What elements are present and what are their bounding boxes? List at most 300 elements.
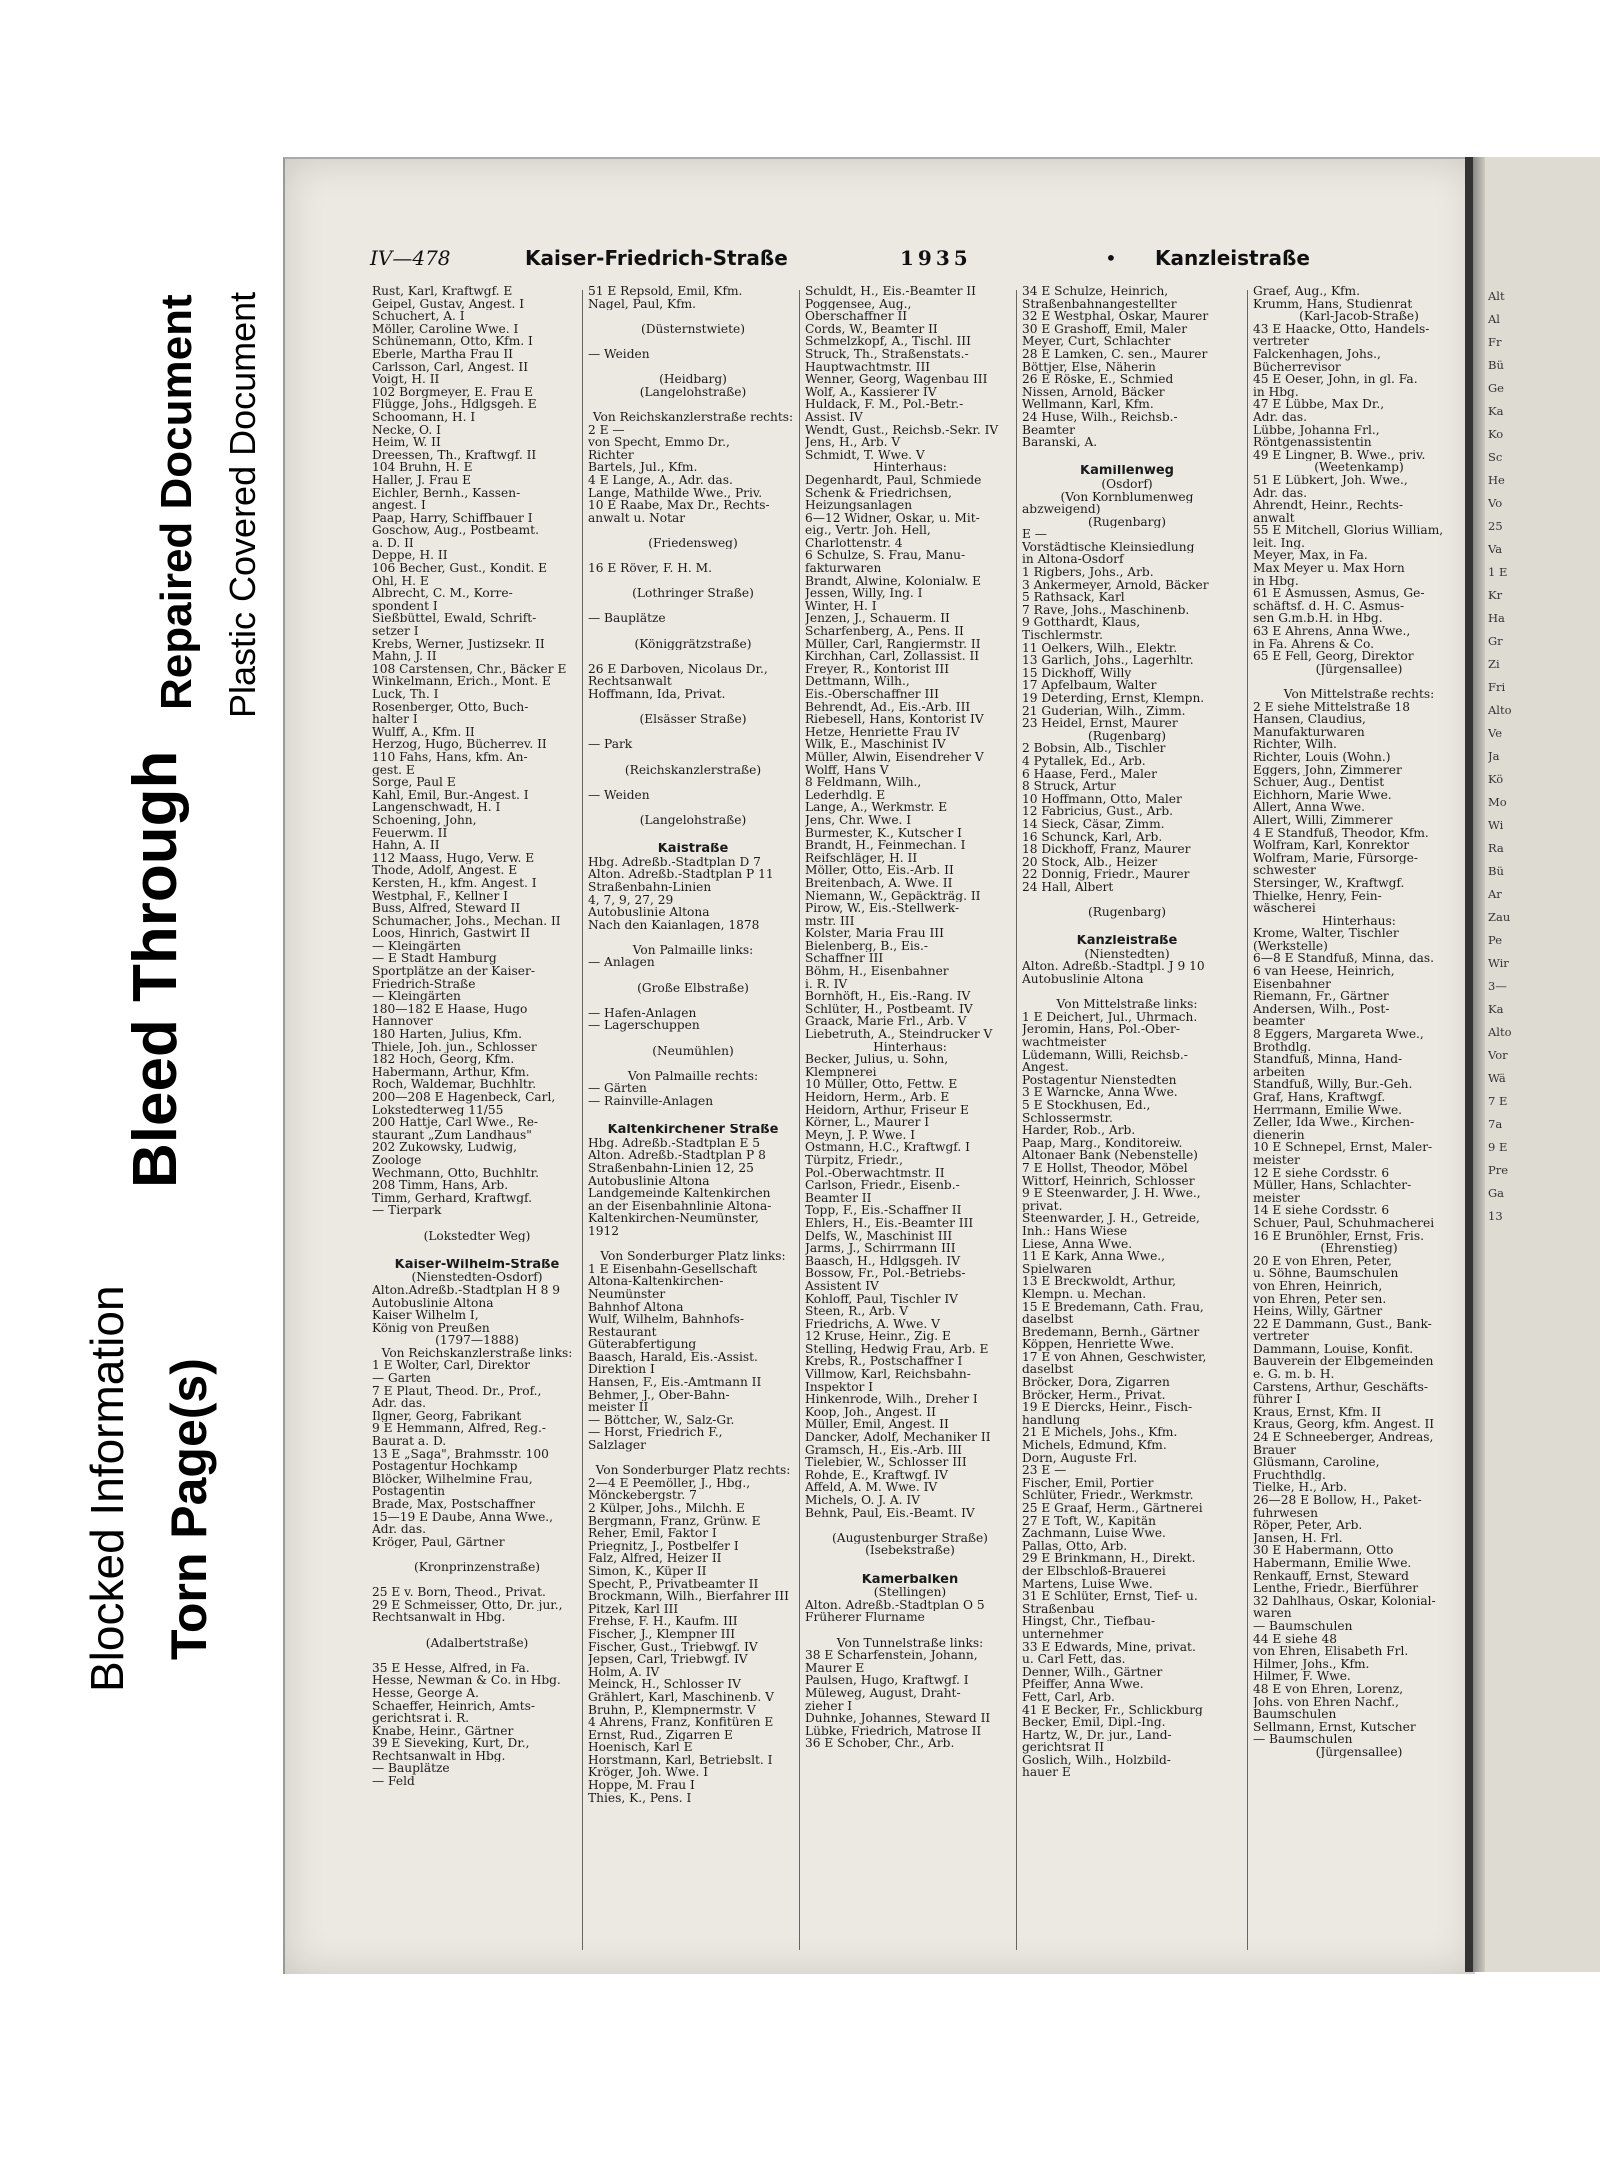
directory-entry: Dettmann, Wilh., — [805, 675, 910, 688]
directory-entry: Fett, Carl, Arb. — [1022, 1690, 1115, 1704]
directory-entry: — Gärten — [588, 1082, 647, 1095]
directory-entry: dienerin — [1253, 1128, 1305, 1142]
directory-entry: Carstens, Arthur, Geschäfts- — [1253, 1380, 1429, 1394]
directory-entry: Straßenbau — [1022, 1602, 1095, 1616]
column-rule — [1247, 290, 1248, 1950]
directory-entry: Schuchert, A. I — [372, 310, 465, 323]
directory-entry: Harder, Rob., Arb. — [1022, 1124, 1136, 1137]
directory-entry: Pfeiffer, Anna Wwe. — [1022, 1678, 1144, 1691]
directory-entry: Herrmann, Emilie Wwe. — [1253, 1103, 1403, 1117]
directory-entry: 6 Haase, Ferd., Maler — [1022, 767, 1157, 781]
header-dot: • — [1105, 246, 1117, 270]
directory-entry: Rohde, E., Kraftwgf. IV — [805, 1468, 948, 1482]
directory-entry: Allert, Anna Wwe. — [1253, 801, 1365, 814]
directory-entry: 3 E Warncke, Anna Wwe. — [1022, 1086, 1178, 1099]
directory-entry: Direktion I — [588, 1363, 655, 1377]
directory-entry: Ko — [1488, 427, 1504, 441]
street-heading: Kaltenkirchener Straße — [607, 1124, 779, 1137]
directory-entry: Goschow, Aug., Postbeamt. — [372, 524, 539, 537]
directory-entry: Bossow, Fr., Pol.-Betriebs- — [805, 1267, 966, 1280]
directory-entry: Huldack, F. M., Pol.-Betr.- — [805, 398, 964, 411]
directory-entry: halter I — [372, 713, 418, 726]
directory-entry: Dammann, Louise, Konfit. — [1253, 1342, 1414, 1356]
directory-entry: 17 E von Ahnen, Geschwister, — [1022, 1350, 1207, 1364]
directory-entry: Jeromin, Hans, Pol.-Ober- — [1022, 1023, 1180, 1037]
directory-entry: Klempnerei — [805, 1065, 877, 1079]
page-header — [370, 246, 1450, 278]
directory-entry: 26 E Röske, E., Schmied — [1022, 373, 1174, 386]
directory-entry — [588, 931, 798, 944]
directory-entry: Hoppe, M. Frau I — [588, 1779, 695, 1792]
directory-entry: — Tierpark — [372, 1204, 442, 1217]
directory-entry: Alto — [1488, 703, 1512, 717]
directory-entry — [588, 726, 798, 739]
directory-entry — [372, 1217, 582, 1230]
directory-entry: Postagentur Nienstedten — [1022, 1073, 1177, 1087]
directory-entry: Bredemann, Bernh., Gärtner — [1022, 1325, 1200, 1339]
directory-entry: Habermann, Emilie Wwe. — [1253, 1556, 1412, 1570]
directory-entry: Bruhn, P., Klempnermstr. V — [588, 1703, 756, 1717]
directory-entry: Stelling, Hedwig Frau, Arb. E — [805, 1342, 989, 1356]
directory-entry: Pallas, Otto, Arb. — [1022, 1539, 1128, 1553]
directory-entry — [588, 361, 798, 374]
directory-entry: Allert, Willi, Zimmerer — [1253, 813, 1393, 827]
directory-entry: — Weiden — [588, 347, 650, 361]
directory-entry: Müller, Carl, Rangiermstr. II — [805, 637, 981, 651]
directory-entry: Bornhöft, H., Eis.-Rang. IV — [805, 990, 971, 1003]
directory-entry: u. Carl Fett, das. — [1022, 1653, 1126, 1666]
directory-entry: Heidorn, Herm., Arb. E — [805, 1091, 950, 1104]
directory-entry: Pitzek, Karl III — [588, 1602, 679, 1616]
directory-entry: gerichtsrat II — [1022, 1741, 1105, 1754]
directory-entry: Gr — [1488, 634, 1503, 648]
directory-entry: 14 Sieck, Cäsar, Zimm. — [1022, 817, 1165, 831]
directory-entry: Tielke, H., Arb. — [1253, 1481, 1348, 1494]
directory-entry: Kersten, H., kfm. Angest. I — [372, 876, 537, 890]
directory-entry: Falckenhagen, Johs., — [1253, 347, 1381, 361]
directory-entry: Kö — [1488, 772, 1504, 786]
directory-entry: Beamter — [1022, 423, 1075, 437]
column-rule — [582, 290, 583, 1950]
directory-entry: 7 E Plaut, Theod. Dr., Prof., — [372, 1384, 542, 1398]
directory-entry: Röper, Peter, Arb. — [1253, 1519, 1363, 1532]
directory-note: (Jürgensallee) — [1315, 662, 1403, 676]
directory-entry: (Werkstelle) — [1253, 939, 1328, 953]
directory-entry: Autobuslinie Altona — [588, 906, 710, 919]
directory-entry: Langenschwadt, H. I — [372, 801, 501, 814]
directory-entry: Alto — [1488, 1025, 1512, 1039]
directory-entry: Hauptwachtmstr. III — [805, 360, 931, 374]
directory-entry — [588, 625, 798, 638]
directory-entry: Brade, Max, Postschaffner — [372, 1498, 536, 1511]
directory-entry: Ahrendt, Heinr., Rechts- — [1253, 499, 1404, 512]
directory-entry: Fischer, Gust., Triebwgf. IV — [588, 1640, 758, 1654]
directory-entry: Rechtsanwalt in Hbg. — [372, 1749, 506, 1763]
directory-entry: Heidorn, Arthur, Friseur E — [805, 1103, 969, 1117]
directory-entry: Restaurant — [588, 1325, 657, 1339]
directory-entry: 104 Bruhn, H. E — [372, 461, 473, 474]
directory-entry: 65 E Fell, Georg, Direktor — [1253, 650, 1414, 663]
directory-entry: Habermann, Arthur, Kfm. — [372, 1065, 530, 1079]
directory-entry: Tielebier, W., Schlosser III — [805, 1456, 967, 1469]
directory-entry: 32 Dahlhaus, Oskar, Kolonial- — [1253, 1594, 1436, 1608]
directory-entry: Jessen, Willy, Ing. I — [805, 587, 923, 600]
directory-entry: Maurer E — [805, 1661, 865, 1675]
directory-entry: Autobuslinie Altona — [372, 1296, 494, 1310]
column-3 — [805, 285, 1015, 1950]
directory-entry: 2 Bobsin, Alb., Tischler — [1022, 742, 1166, 755]
directory-entry: Hilmer, F. Wwe. — [1253, 1670, 1351, 1683]
directory-entry: Baranski, A. — [1022, 436, 1098, 449]
directory-entry: in Hbg. — [1253, 385, 1299, 399]
directory-entry: Liese, Anna Wwe. — [1022, 1237, 1133, 1251]
directory-entry: eig., Vertr. Joh. Hell, — [805, 524, 931, 537]
directory-entry: Krebs, R., Postschaffner I — [805, 1355, 963, 1369]
directory-entry: Wä — [1488, 1071, 1506, 1085]
directory-entry: 14 E siehe Cordsstr. 6 — [1253, 1204, 1390, 1217]
directory-entry: Köppen, Henriette Wwe. — [1022, 1338, 1175, 1351]
directory-entry: Altona-Kaltenkirchen- — [588, 1275, 724, 1288]
directory-entry: Carlsson, Carl, Angest. II — [372, 360, 529, 374]
directory-entry: Kraus, Ernst, Kfm. II — [1253, 1405, 1382, 1419]
directory-entry: Pre — [1488, 1163, 1509, 1177]
directory-entry: Mahn, J. II — [372, 650, 437, 663]
column-1 — [372, 285, 582, 1950]
directory-entry: Alton.Adreßb.-Stadtplan H 8 9 — [372, 1283, 561, 1297]
directory-entry: Hansen, F., Eis.-Amtmann II — [588, 1376, 762, 1389]
directory-entry: e. G. m. b. H. — [1253, 1368, 1335, 1381]
directory-entry: 9 E Steenwarder, J. H. Wwe., — [1022, 1187, 1201, 1200]
directory-entry: Hesse, George A. — [372, 1686, 479, 1700]
directory-entry: Schlossermstr. — [1022, 1111, 1113, 1125]
directory-entry: Wellmann, Karl, Kfm. — [1022, 398, 1154, 411]
directory-entry: Adr. das. — [1253, 486, 1308, 500]
directory-entry: Wir — [1488, 956, 1509, 970]
directory-entry: 200—208 E Hagenbeck, Carl, — [372, 1091, 556, 1104]
directory-entry — [372, 1624, 582, 1637]
directory-entry: Bartels, Jul., Kfm. — [588, 461, 698, 474]
directory-entry: 43 E Haacke, Otto, Handels- — [1253, 322, 1430, 336]
directory-entry: Wulf, Wilhelm, Bahnhofs- — [588, 1313, 744, 1326]
directory-entry: 13 — [1488, 1209, 1503, 1223]
directory-entry: Lüdemann, Willi, Reichsb.- — [1022, 1048, 1188, 1062]
directory-entry: Alton. Adreßb.-Stadtpl. J 9 10 — [1022, 960, 1205, 974]
directory-entry: Schoomann, H. I — [372, 410, 476, 424]
directory-entry: 10 E Raabe, Max Dr., Rechts- — [588, 499, 770, 512]
directory-entry: Wittorf, Heinrich, Schlosser — [1022, 1174, 1195, 1188]
directory-entry: Sießbüttel, Ewald, Schrift- — [372, 612, 537, 626]
directory-note: Hinterhaus: — [1322, 914, 1396, 928]
directory-entry: a. D. II — [372, 536, 414, 550]
directory-note: (Karl-Jacob-Straße) — [1299, 310, 1419, 323]
directory-entry: 6 van Heese, Heinrich, — [1253, 965, 1395, 978]
directory-entry: Falz, Alfred, Heizer II — [588, 1552, 722, 1565]
directory-entry: Timm, Gerhard, Kraftwgf. — [372, 1191, 532, 1205]
directory-entry: an der Eisenbahnlinie Altona- — [588, 1199, 772, 1213]
directory-entry: Straßenbahn-Linien — [588, 880, 712, 894]
directory-note: Von Mittelstraße links: — [1056, 998, 1198, 1011]
directory-entry: — Bauplätze — [588, 612, 666, 626]
directory-note: (Von Kornblumenweg — [1060, 490, 1194, 504]
directory-entry: 21 Guderian, Wilh., Zimm. — [1022, 704, 1186, 718]
directory-entry: Schuer, Aug., Dentist — [1253, 776, 1385, 789]
directory-entry: Bücherrevisor — [1253, 360, 1341, 374]
directory-entry: — Baumschulen — [1253, 1619, 1353, 1633]
directory-entry — [1022, 894, 1232, 907]
directory-entry: Zi — [1488, 657, 1500, 671]
directory-note: Von Sonderburger Platz links: — [600, 1250, 786, 1263]
label-bleed-through: Bleed Through — [121, 750, 190, 1188]
directory-entry: Degenhardt, Paul, Schmiede — [805, 473, 982, 487]
directory-entry: — Bauplätze — [372, 1762, 450, 1776]
directory-entry: 61 E Asmussen, Asmus, Ge- — [1253, 587, 1425, 600]
street-heading: Kamerbalken — [861, 1573, 959, 1587]
directory-entry: Koop, Joh., Angest. II — [805, 1405, 936, 1419]
directory-entry: Dancker, Adolf, Mechaniker II — [805, 1431, 991, 1444]
directory-entry: Martens, Luise Wwe. — [1022, 1577, 1153, 1591]
directory-note: Hinterhaus: — [873, 1040, 947, 1054]
directory-entry: Riemann, Fr., Gärtner — [1253, 990, 1389, 1003]
directory-note: (Heidbarg) — [659, 373, 727, 386]
directory-entry: 26 E Darboven, Nicolaus Dr., — [588, 662, 768, 676]
directory-note: (Stellingen) — [873, 1586, 947, 1599]
directory-note: (Isebekstraße) — [865, 1544, 955, 1557]
directory-entry: Wolfram, Karl, Konrektor — [1253, 839, 1410, 852]
directory-entry: von Ehren, Heinrich, — [1253, 1279, 1383, 1293]
directory-entry: He — [1488, 473, 1505, 487]
directory-entry: Kr — [1488, 588, 1503, 602]
directory-entry: 108 Carstensen, Chr., Bäcker E — [372, 662, 567, 676]
directory-entry: Baumschulen — [1253, 1708, 1337, 1721]
directory-entry: Nach den Kaianlagen, 1878 — [588, 918, 760, 932]
directory-entry: Cords, W., Beamter II — [805, 322, 938, 336]
directory-entry: Westphal, F., Kellner I — [372, 889, 508, 903]
directory-note: (Nienstedten-Osdorf) — [411, 1271, 543, 1284]
directory-entry: daselbst — [1022, 1363, 1074, 1377]
directory-entry — [588, 1057, 798, 1070]
directory-entry: Landgemeinde Kaltenkirchen — [588, 1187, 771, 1200]
directory-entry: Knabe, Heinr., Gärtner — [372, 1724, 514, 1738]
directory-entry: 35 E Hesse, Alfred, in Fa. — [372, 1661, 530, 1675]
directory-entry: Wulff, A., Kfm. II — [372, 725, 475, 739]
directory-entry: Schuer, Paul, Schuhmacherei — [1253, 1216, 1435, 1230]
directory-entry: Bröcker, Herm., Privat. — [1022, 1388, 1166, 1402]
directory-entry: Meyn, J. P. Wwe. I — [805, 1128, 916, 1142]
directory-entry: Renkauff, Ernst, Steward — [1253, 1569, 1409, 1583]
directory-entry: Hansen, Claudius, — [1253, 713, 1366, 726]
directory-entry: meister — [1253, 1191, 1300, 1205]
directory-entry: 22 Donnig, Friedr., Maurer — [1022, 868, 1190, 881]
column-rule — [799, 290, 800, 1950]
directory-entry: 25 — [1488, 519, 1503, 533]
column-4 — [1022, 285, 1232, 1950]
directory-entry: Voigt, H. II — [372, 373, 440, 386]
facing-page-text — [1488, 285, 1598, 1228]
directory-entry: König von Preußen — [372, 1321, 490, 1335]
directory-entry: 19 E Diercks, Heinr., Fisch- — [1022, 1401, 1193, 1414]
directory-entry — [588, 969, 798, 982]
directory-entry — [372, 1242, 582, 1255]
directory-entry: 2 E — — [588, 423, 625, 437]
directory-entry: Frehse, F. H., Kaufm. III — [588, 1615, 738, 1628]
directory-entry: 18 Dickhoff, Franz, Maurer — [1022, 843, 1191, 856]
directory-entry: Roch, Waldemar, Buchhltr. — [372, 1078, 537, 1091]
directory-note: (Lothringer Straße) — [632, 587, 754, 600]
directory-entry: waren — [1253, 1607, 1292, 1620]
directory-note: (Lokstedter Weg) — [423, 1229, 531, 1243]
directory-entry: Paap, Marg., Konditoreiw. — [1022, 1136, 1183, 1150]
directory-entry: Duhnke, Johannes, Steward II — [805, 1712, 991, 1725]
directory-entry: Kaiser Wilhelm I, — [372, 1309, 479, 1322]
directory-entry: Vor — [1488, 1048, 1508, 1062]
directory-entry: Dorn, Auguste Frl. — [1022, 1451, 1138, 1465]
directory-entry — [588, 827, 798, 840]
directory-note: (Friedensweg) — [648, 536, 738, 550]
directory-entry: Brauer — [1253, 1443, 1296, 1457]
label-blocked-information: Blocked Information — [81, 1285, 133, 1692]
directory-entry: führer I — [1253, 1393, 1301, 1406]
directory-entry: 1 E Wolter, Carl, Direktor — [372, 1359, 530, 1373]
directory-entry: 11 Oelkers, Wilh., Elektr. — [1022, 641, 1178, 655]
directory-entry: Scharfenberg, A., Pens. II — [805, 625, 964, 638]
directory-note: Von Mittelstraße rechts: — [1283, 688, 1435, 701]
directory-entry: Baasch, Harald, Eis.-Assist. — [588, 1350, 758, 1364]
directory-entry: Eggers, John, Zimmerer — [1253, 763, 1402, 777]
directory-entry: Lederhdlg. E — [805, 788, 886, 802]
directory-entry: 13 Garlich, Johs., Lagerhltr. — [1022, 654, 1194, 667]
directory-entry: Güterabfertigung — [588, 1338, 697, 1351]
directory-entry — [588, 701, 798, 714]
directory-note: (1797—1888) — [435, 1334, 519, 1347]
directory-entry: Johs. von Ehren Nachf., — [1253, 1695, 1399, 1709]
directory-entry: Postagentur Hochkamp — [372, 1460, 518, 1473]
directory-entry: sen G.m.b.H. in Hbg. — [1253, 612, 1383, 626]
directory-entry: 7 Rave, Johs., Maschinenb. — [1022, 603, 1190, 617]
directory-entry: Schuldt, H., Eis.-Beamter II — [805, 285, 976, 298]
directory-entry: Wilk, E., Maschinist IV — [805, 738, 946, 751]
directory-entry: 39 E Sieveking, Kurt, Dr., — [372, 1737, 530, 1750]
directory-entry: Wolff, Hans V — [805, 763, 889, 777]
directory-entry: Fischer, Emil, Portier — [1022, 1476, 1154, 1490]
directory-entry: 24 E Schneeberger, Andreas, — [1253, 1431, 1434, 1444]
directory-entry: 9 E — [1488, 1140, 1508, 1154]
street-heading: Kamillenweg — [1080, 465, 1174, 478]
directory-entry — [372, 1574, 582, 1587]
directory-entry: i. R. IV — [805, 977, 848, 991]
directory-entry: Manufakturwaren — [1253, 725, 1365, 739]
directory-entry: anwalt — [1253, 511, 1295, 525]
directory-entry — [588, 650, 798, 663]
directory-entry: Stersinger, W., Kraftwgf. — [1253, 876, 1405, 890]
directory-entry: Jens, H., Arb. V — [805, 436, 901, 449]
directory-entry: Alt — [1488, 289, 1505, 303]
directory-entry: 8 Struck, Artur — [1022, 780, 1116, 793]
directory-entry: Schmelzkopf, A., Tischl. III — [805, 335, 971, 348]
directory-entry: — Garten — [372, 1372, 431, 1385]
directory-entry: — Park — [588, 738, 633, 751]
directory-entry: Ilgner, Georg, Fabrikant — [372, 1409, 522, 1423]
directory-entry: — Baumschulen — [1253, 1733, 1353, 1746]
directory-note: (Adalbertstraße) — [425, 1636, 529, 1650]
directory-entry: 31 E Schlüter, Ernst, Tief- u. — [1022, 1590, 1198, 1603]
street-heading-left: Kaiser-Friedrich-Straße — [525, 246, 788, 270]
directory-entry: gest. E — [372, 763, 415, 777]
directory-entry: Dreessen, Th., Kraftwgf. II — [372, 448, 537, 462]
directory-entry: 20 E von Ehren, Peter, — [1253, 1254, 1392, 1268]
directory-entry: Hinkenrode, Wilh., Dreher I — [805, 1393, 978, 1406]
directory-entry: Schaeffer, Heinrich, Amts- — [372, 1699, 535, 1713]
directory-entry: Heim, W. II — [372, 436, 441, 449]
directory-entry: 32 E Westphal, Oskar, Maurer — [1022, 310, 1209, 323]
directory-entry: Adr. das. — [372, 1397, 427, 1410]
directory-entry: Postagentin — [372, 1485, 445, 1498]
directory-entry: Müller, Emil, Angest. II — [805, 1418, 949, 1432]
directory-entry: Ernst, Rud., Zigarren E — [588, 1728, 733, 1742]
directory-entry: Paulsen, Hugo, Kraftwgf. I — [805, 1674, 969, 1687]
directory-entry: hauer E — [1022, 1766, 1071, 1780]
directory-entry: 102 Borgmeyer, E. Frau E — [372, 385, 533, 399]
directory-entry: Zoologe — [372, 1153, 422, 1167]
directory-entry: 8 Eggers, Margareta Wwe., — [1253, 1028, 1424, 1041]
directory-note: (Rugenbarg) — [1087, 729, 1167, 743]
directory-entry: spondent I — [372, 599, 438, 613]
directory-entry: Jansen, H. Frl. — [1253, 1531, 1343, 1545]
directory-entry: Graef, Aug., Kfm. — [1253, 285, 1360, 298]
directory-entry: Becker, Emil, Dipl.-Ing. — [1022, 1716, 1166, 1729]
directory-note: (Kronprinzenstraße) — [413, 1560, 541, 1574]
directory-entry: Neumünster — [588, 1287, 666, 1301]
directory-entry: Fr — [1488, 335, 1502, 349]
directory-entry: Pol.-Oberwachtmstr. II — [805, 1166, 945, 1180]
directory-entry: 22 E Dammann, Gust., Bank- — [1253, 1317, 1432, 1331]
directory-entry: Albrecht, C. M., Korre- — [372, 587, 513, 600]
directory-entry: Hbg. Adreßb.-Stadtplan D 7 — [588, 855, 761, 869]
directory-entry: Schmidt, T. Wwe. V — [805, 448, 925, 462]
directory-entry: 8 Feldmann, Wilh., — [805, 776, 922, 789]
directory-entry: 38 E Scharfenstein, Johann, — [805, 1649, 978, 1662]
directory-entry: — E Stadt Hamburg — [372, 952, 497, 966]
directory-entry: Kirchhan, Carl, Zollassist. II — [805, 650, 980, 663]
directory-entry — [1253, 675, 1465, 688]
directory-entry: 4 Pytallek, Ed., Arb. — [1022, 754, 1146, 768]
directory-entry: anwalt u. Notar — [588, 511, 686, 525]
directory-entry: Rechtsanwalt — [588, 675, 672, 688]
directory-entry: Hoenisch, Karl E — [588, 1741, 693, 1754]
directory-entry: 12 Fabricius, Gust., Arb. — [1022, 805, 1174, 818]
directory-entry: Sportplätze an der Kaiser- — [372, 965, 535, 978]
directory-note: (Königgrätzstraße) — [634, 637, 752, 651]
directory-entry: Holm, A. IV — [588, 1665, 660, 1679]
directory-entry: 112 Maass, Hugo, Verw. E — [372, 851, 535, 865]
annotation-labels — [0, 0, 280, 2177]
directory-entry: Ha — [1488, 611, 1505, 625]
directory-entry — [1022, 449, 1232, 462]
directory-entry: Lenthe, Friedr., Bierführer — [1253, 1582, 1419, 1595]
directory-note: (Große Elbstraße) — [637, 981, 749, 995]
directory-entry: Hingst, Chr., Tiefbau- — [1022, 1615, 1156, 1628]
directory-entry — [588, 600, 798, 613]
directory-entry: zieher I — [805, 1699, 853, 1713]
directory-entry: Zachmann, Luise Wwe. — [1022, 1527, 1166, 1540]
directory-entry: Grählert, Karl, Maschinenb. V — [588, 1690, 774, 1704]
directory-entry: Steenwarder, J. H., Getreide, — [1022, 1212, 1200, 1225]
directory-entry: Müller, Alwin, Eisendreher V — [805, 750, 984, 764]
directory-entry — [588, 751, 798, 764]
directory-entry: Hoffmann, Ida, Privat. — [588, 688, 726, 701]
directory-entry: Hahn, A. II — [372, 839, 440, 852]
directory-entry: 3— — [1488, 979, 1507, 993]
directory-entry: Reher, Emil, Faktor I — [588, 1527, 717, 1540]
